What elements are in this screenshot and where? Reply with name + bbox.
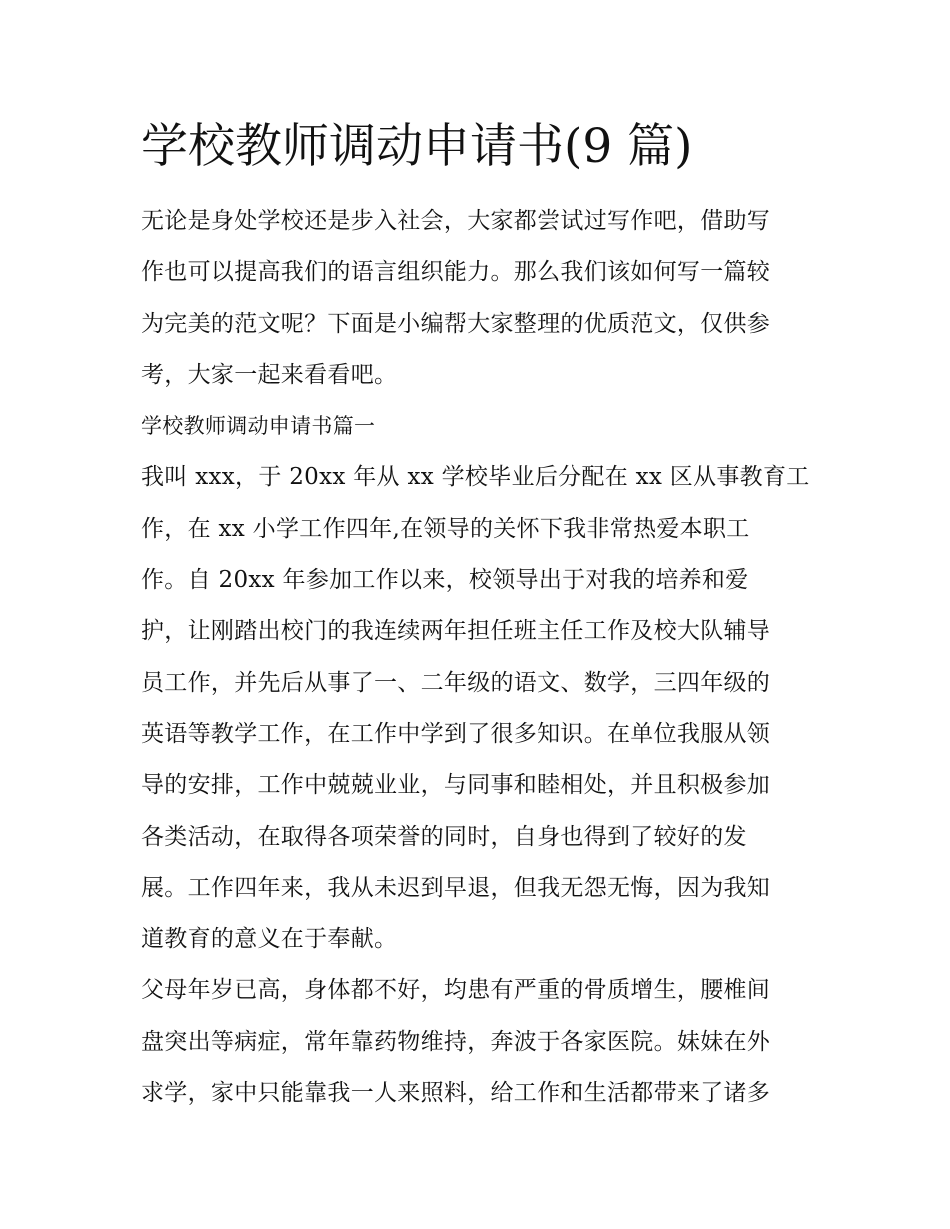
section-heading: 学校教师调动申请书篇一 [141,414,376,439]
intro-line-3: 为完美的范文呢？下面是小编帮大家整理的优质范文，仅供参 [141,310,771,337]
body-line-2: 作，在 xx 小学工作四年,在领导的关怀下我非常热爱本职工 [141,515,750,542]
body-line-12: 盘突出等病症，常年靠药物维持，奔波于各家医院。妹妹在外 [141,1028,771,1055]
body-line-8: 各类活动，在取得各项荣誉的同时，自身也得到了较好的发 [141,823,747,850]
body-line-13: 求学，家中只能靠我一人来照料，给工作和生活都带来了诸多 [141,1080,771,1107]
body-line-5: 员工作，并先后从事了一、二年级的语文、数学，三四年级的 [141,669,771,696]
body-line-6: 英语等教学工作，在工作中学到了很多知识。在单位我服从领 [141,720,771,747]
body-line-3: 作。自 20xx 年参加工作以来，校领导出于对我的培养和爱 [141,567,749,594]
document-title: 学校教师调动申请书(9 篇) [141,119,693,174]
body-line-11: 父母年岁已高，身体都不好，均患有严重的骨质增生，腰椎间 [141,977,771,1004]
intro-line-1: 无论是身处学校还是步入社会，大家都尝试过写作吧，借助写 [141,208,771,234]
intro-line-4: 考，大家一起来看看吧。 [141,361,398,388]
body-line-10: 道教育的意义在于奉献。 [141,926,398,953]
body-line-7: 导的安排，工作中兢兢业业，与同事和睦相处，并且积极参加 [141,772,771,799]
intro-line-2: 作也可以提高我们的语言组织能力。那么我们该如何写一篇较 [141,259,771,286]
document-body [141,196,821,1119]
body-line-1: 我叫 xxx，于 20xx 年从 xx 学校毕业后分配在 xx 区从事教育工 [141,464,810,491]
body-line-4: 护，让刚踏出校门的我连续两年担任班主任工作及校大队辅导 [141,618,771,645]
body-line-9: 展。工作四年来，我从未迟到早退，但我无怨无悔，因为我知 [141,874,771,901]
